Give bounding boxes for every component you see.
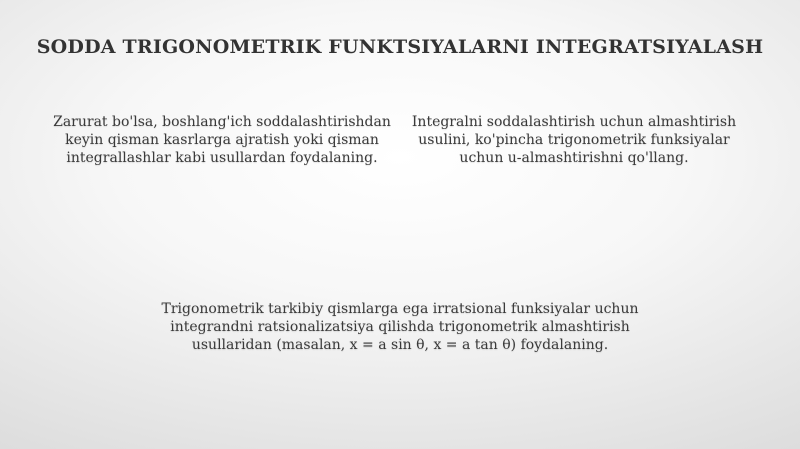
text-block-right: Integralni soddalashtirish uchun almashtirish usulini, ko'pincha trigonometrik funksiyalar uchun u-almashtirishni qo'llang.: [411, 114, 737, 166]
text-block-left: Zarurat bo'lsa, boshlang'ich soddalashtirishdan keyin qisman kasrlarga ajratish yoki qisman integrallashlar kabi usullardan foydalaning.: [53, 114, 391, 166]
slide-title: SODDA TRIGONOMETRIK FUNKTSIYALARNI INTEGRATSIYALASH: [36, 36, 764, 58]
text-block-bottom: Trigonometrik tarkibiy qismlarga ega irratsional funksiyalar uchun integrandni ratsionalizatsiya qilishda trigonometrik almashtirish usullaridan (masalan, x = a sin θ, x = a tan θ) foydalaning.: [161, 301, 639, 353]
